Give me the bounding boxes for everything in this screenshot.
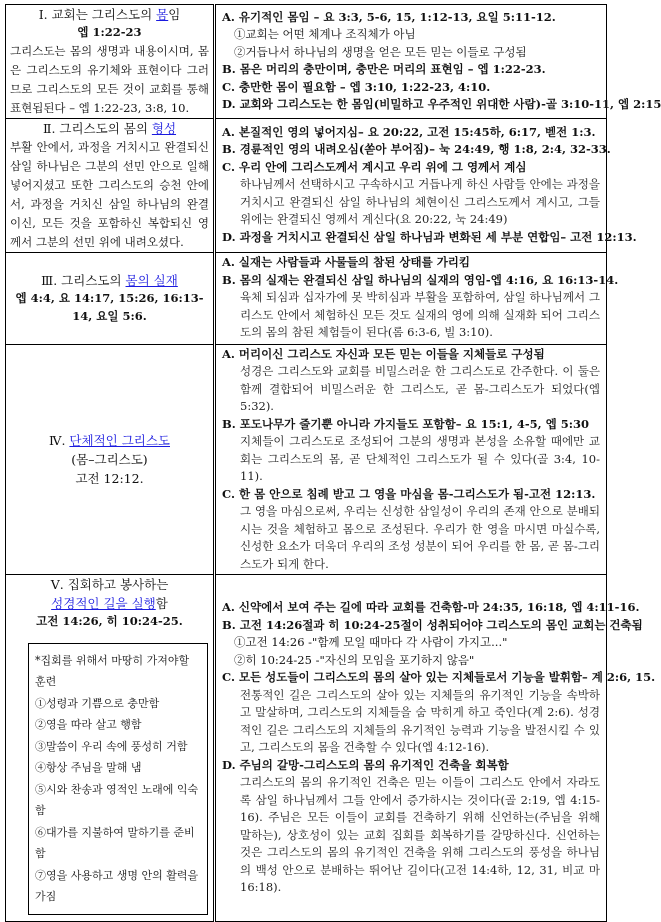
section-content-cell	[215, 118, 637, 252]
section-content-cell	[215, 252, 619, 344]
section-heading-cell	[6, 5, 215, 119]
explanation-paragraph: 하나님께서 선택하시고 구속하시고 거듭나게 하신 사람들 안에는 과정을 거치시고 완결되신 삼일 하나님의 체현이신 그리스도께서 계시고, 그들 위에는 완결되신 영께서 계신다(요 20:22, 눅 24:49)	[240, 177, 600, 227]
outline-point: C. 충만한 몸이 필요함 – 엡 3:10, 1:22-23, 4:10.	[222, 79, 491, 94]
title-text: Ⅰ. 교회는 그리스도의	[38, 7, 157, 22]
title-link[interactable]: 형성	[151, 120, 177, 136]
scripture-reference: 고전 12:12.	[75, 470, 144, 486]
outline-point: D. 주님의 갈망-그리스도의 몸의 유기적인 건축을 회복함	[222, 757, 509, 772]
training-item: ④항상 주님을 말해 냄	[35, 761, 142, 774]
scripture-reference: 엡 1:22-23	[77, 25, 142, 39]
training-item: ⑤시와 찬송과 영적인 노래에 익숙함	[35, 782, 199, 817]
section-title	[10, 119, 209, 138]
outline-point: A. 머리이신 그리스도 자신과 모든 믿는 이들을 지체들로 구성됨	[222, 346, 545, 361]
section-row	[6, 5, 607, 119]
title-text: Ⅳ.	[48, 432, 70, 448]
training-item: ③말씀이 우리 속에 풍성히 거함	[35, 739, 188, 753]
section-heading-cell	[6, 252, 215, 344]
outline-point: C. 우리 안에 그리스도께서 계시고 우리 위에 그 영께서 계심	[222, 159, 527, 174]
outline-point: B. 고전 14:26절과 히 10:24-25절이 성취되어야 그리스도의 몸인 교회는 건축됨	[222, 617, 643, 632]
section-title	[10, 5, 209, 24]
section-row	[6, 575, 607, 922]
sub-point: ①고전 14:26 -"함께 모일 때마다 각 사람이 가지고..."	[234, 635, 508, 649]
section-row	[6, 252, 607, 344]
training-item: ②영을 따라 살고 행함	[35, 718, 142, 731]
outline-point: B. 몸의 실재는 완결되신 삼일 하나님의 실재의 영임-엡 4:16, 요 16:13-14.	[222, 272, 619, 287]
training-item: ⑥대가를 지불하여 말하기를 준비함	[35, 825, 195, 860]
title-suffix: 임	[168, 7, 181, 22]
explanation-paragraph: 전통적인 길은 그리스도의 살아 있는 지체들의 유기적인 기능을 속박하고 말살하며, 그리스도의 지체들을 숨 막히게 하고 죽인다(계 2:6). 성경적인 길은 그리스도의 지체들의 유기적인 능력과 기능을 발전시킬 수 있고, 그리스도의 몸을 건축할 수 있다(엡 4:12-16).	[240, 687, 600, 754]
outline-point: A. 신약에서 보여 주는 길에 따라 교회를 건축함-마 24:35, 16:18, 엡 4:11-16.	[222, 600, 640, 614]
scripture-reference: 엡 4:4, 요 14:17, 15:26, 16:13-14, 요일 5:6.	[15, 291, 204, 323]
training-box	[28, 643, 208, 915]
outline-point: A. 실재는 사람들과 사물들의 참된 상태를 가리킴	[222, 255, 471, 270]
title-text: Ⅱ. 그리스도의 몸의	[42, 120, 152, 136]
title-link[interactable]: 몸	[156, 7, 169, 22]
title-link[interactable]: 성경적인 길을 실행	[51, 596, 156, 611]
training-item: ⑦영을 사용하고 생명 안의 활력을 가짐	[35, 868, 199, 903]
section-heading-cell	[6, 575, 215, 922]
section-content-cell	[215, 575, 656, 922]
section-row	[6, 118, 607, 252]
scripture-reference: (몸–그리스도)	[71, 451, 148, 467]
section-heading-cell	[6, 118, 215, 252]
explanation-paragraph: 육체 되심과 십자가에 못 박히심과 부활을 포함하여, 삼일 하나님께서 그리스도 안에서 체험하신 모든 것도 실재의 영에 의해 실재화 되어 그리스도의 몸의 참된 체험들이 된다(롬 6:3-6, 빌 3:10).	[240, 290, 600, 340]
explanation-paragraph: 그리스도의 몸의 유기적인 건축은 믿는 이들이 그리스도 안에서 자라도록 삼일 하나님께서 그들 안에서 증가하시는 것이다(골 2:19, 엡 4:15-16). 주님은 모든 이들이 교회를 건축하기 위해 신언하는(주님을 위해 말하는), 상호성이 있는 교회 집회를 회복하기를 갈망하신다. 신언하는 것은 그리스도의 몸의 유기적인 건축을 위해 그리스도의 풍성을 하나님의 백성 안으로 분배하는 뛰어난 길이다(고전 14:4하, 12, 31, 비교 마 16:18).	[240, 775, 600, 894]
scripture-reference: 고전 14:26, 히 10:24-25.	[36, 614, 183, 628]
outline-table	[5, 4, 661, 922]
sub-point: ①교회는 어떤 체계나 조직체가 아님	[234, 27, 416, 42]
section-content-cell	[215, 344, 607, 575]
explanation-paragraph: 성경은 그리스도와 교회를 비밀스러운 한 그리스도로 간주한다. 이 둘은 함께 결합되어 비밀스러운 한 그리스도, 곧 몸-그리스도가 되었다(엡 5:32).	[240, 364, 600, 413]
outline-point: C. 한 몸 안으로 침례 받고 그 영을 마심을 몸-그리스도가 됨-고전 12:13.	[222, 486, 596, 501]
outline-point: C. 모든 성도들이 그리스도의 몸의 살아 있는 지체들로서 기능을 발휘함– 계 2:6, 15.	[222, 670, 656, 684]
outline-point: D. 교회와 그리스도는 한 몸임(비밀하고 우주적인 위대한 사람)-골 3:10-11, 엡 2:15	[222, 97, 661, 112]
outline-point: A. 유기적인 몸임 – 요 3:3, 5-6, 15, 1:12-13, 요일 5:11-12.	[222, 9, 556, 24]
title-text: Ⅴ. 집회하고 봉사하는	[50, 577, 169, 592]
section-title	[10, 271, 209, 290]
title-link[interactable]: 단체적인 그리스도	[69, 432, 170, 448]
explanation-paragraph: 그 영을 마심으로써, 우리는 신성한 삼일성이 우리의 존재 안으로 분배되시는 것을 체험하고 몸으로 조성된다. 우리가 한 영을 마시면 마실수록, 신성한 요소가 더욱더 우리의 조성 성분이 되어 우리를 한 몸, 곧 몸-그리스도가 되게 한다.	[240, 504, 600, 571]
outline-point: B. 몸은 머리의 충만이며, 충만은 머리의 표현임 – 엡 1:22-23.	[222, 62, 546, 77]
outline-point: B. 경륜적인 영의 내려오심(쏟아 부어짐)– 눅 24:49, 행 1:8, 2:4, 32-33.	[222, 142, 611, 157]
outline-point: D. 과정을 거치시고 완결되신 삼일 하나님과 변화된 세 부분 연합임– 고전 12:13.	[222, 229, 637, 244]
section-row	[6, 344, 607, 575]
section-description: 부활 안에서, 과정을 거치시고 완결되신 삼일 하나님은 그분의 선민 안으로 일해 넣어지셨고 또한 그리스도의 승천 안에서, 과정을 거치신 삼일 하나님의 완결이신, 모든 것을 포함하신 복합되신 영께서 그분의 선민 위에 내려오셨다.	[10, 139, 209, 249]
section-heading-cell	[6, 344, 215, 575]
section-title	[10, 575, 209, 613]
explanation-paragraph: 지체들이 그리스도로 조성되어 그분의 생명과 본성을 소유할 때에만 교회는 그리스도의 몸, 곧 단체적인 그리스도가 될 수 있다(골 3:4, 10-11).	[240, 434, 600, 483]
outline-point: B. 포도나무가 줄기뿐 아니라 가지들도 포함함– 요 15:1, 4-5, 엡 5:30	[222, 416, 589, 431]
training-heading: *집회를 위해서 마땅히 가져야할 훈련	[35, 653, 190, 688]
training-item: ①성령과 기쁨으로 충만함	[35, 696, 160, 710]
section-content-cell	[215, 5, 661, 119]
title-suffix: 함	[155, 596, 168, 611]
title-text: Ⅲ. 그리스도의	[41, 273, 126, 288]
section-description: 그리스도는 몸의 생명과 내용이시며, 몸은 그리스도의 유기체와 표현이다 그러므로 그리스도의 모든 것이 교회를 통해 표현됩된다 – 엡 1:22-23, 3:8, 10.	[10, 43, 209, 115]
sub-point: ②히 10:24-25 -"자신의 모임을 포기하지 않음"	[234, 652, 475, 667]
title-link[interactable]: 몸의 실재	[125, 273, 178, 288]
section-title	[10, 431, 209, 450]
sub-point: ②거듭나서 하나님의 생명을 얻은 모든 믿는 이들로 구성됨	[234, 44, 527, 59]
outline-point: A. 본질적인 영의 넣어지심– 요 20:22, 고전 15:45하, 6:17, 벧전 1:3.	[222, 124, 596, 139]
